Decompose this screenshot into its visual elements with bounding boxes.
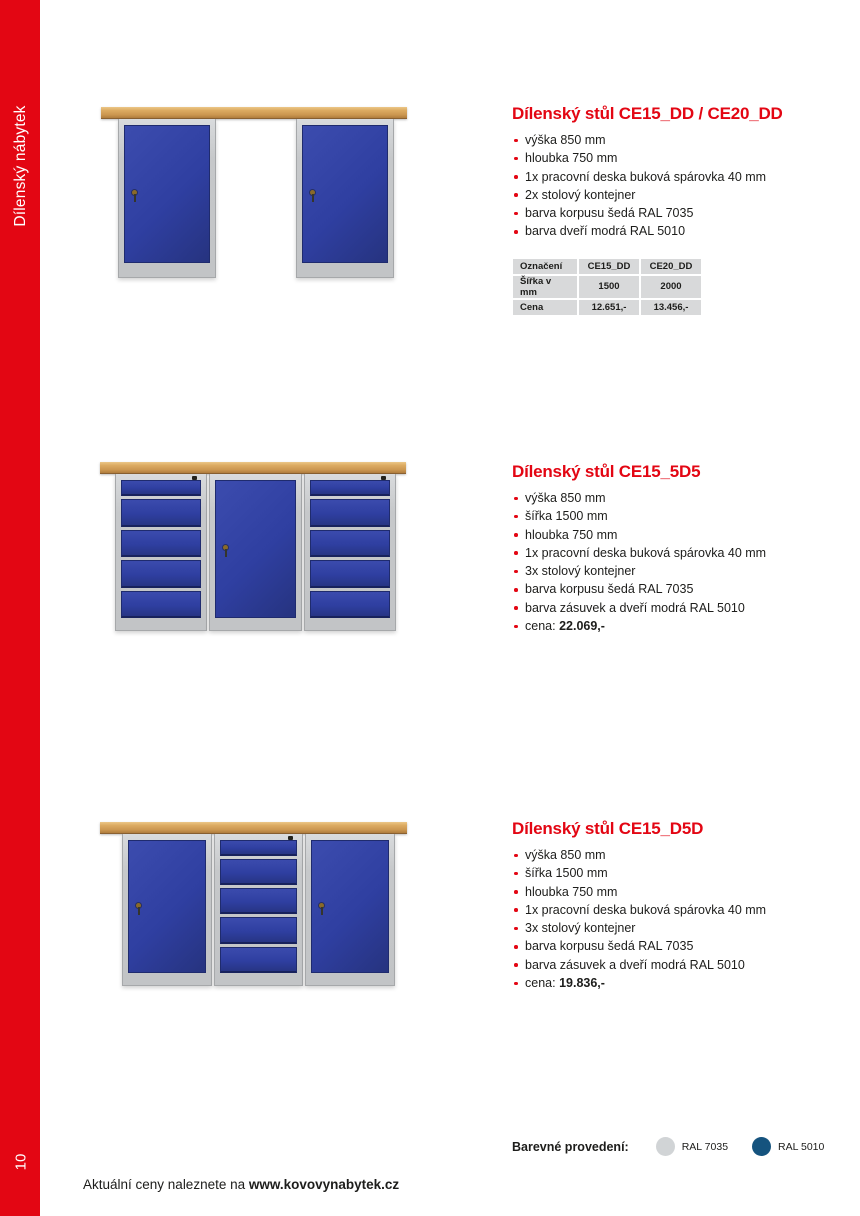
spec-item	[512, 901, 847, 919]
spec-text: barva korpusu šedá RAL 7035	[525, 206, 694, 221]
drawer-unit	[304, 474, 396, 631]
spec-item	[512, 580, 847, 598]
cabinet-row	[115, 474, 396, 631]
color-legend	[512, 1137, 847, 1156]
spec-text: 1x pracovní deska buková spárovka 40 mm	[525, 169, 767, 184]
spec-text: šířka 1500 mm	[525, 509, 608, 524]
spec-item	[512, 846, 847, 864]
drawer-stack	[220, 840, 298, 973]
spec-text: hloubka 750 mm	[525, 151, 618, 166]
drawer-stack	[310, 480, 390, 618]
keyhole-icon	[136, 903, 141, 908]
table-cell: Šířka v mm	[513, 276, 577, 298]
drawer-front	[121, 530, 201, 557]
drawer-front	[220, 840, 298, 856]
spec-text: barva korpusu šedá RAL 7035	[525, 939, 694, 954]
cabinet-row	[118, 119, 394, 278]
table-row	[513, 300, 701, 315]
table-cell: Cena	[513, 300, 577, 315]
spec-item	[512, 489, 847, 507]
drawer-front	[310, 499, 390, 526]
spec-item	[512, 149, 847, 167]
spec-item	[512, 168, 847, 186]
spec-list	[512, 489, 847, 635]
table-header-cell: CE15_DD	[579, 259, 639, 274]
spec-text: barva zásuvek a dveří modrá RAL 5010	[525, 957, 745, 972]
spec-item	[512, 222, 847, 240]
drawer-front	[121, 499, 201, 526]
drawer-front	[121, 480, 201, 496]
spec-text: barva dveří modrá RAL 5010	[525, 224, 686, 239]
keyhole-icon	[319, 903, 324, 908]
product-info	[512, 461, 847, 635]
spec-item	[512, 599, 847, 617]
product-title: Dílenský stůl CE15_DD / CE20_DD	[512, 104, 783, 123]
swatch-ral-5010	[752, 1137, 824, 1156]
product-title: Dílenský stůl CE15_5D5	[512, 462, 701, 481]
drawer-front	[310, 591, 390, 618]
spec-item	[512, 186, 847, 204]
swatch-ral-7035	[656, 1137, 728, 1156]
spec-text: výška 850 mm	[525, 848, 606, 862]
spec-item	[512, 562, 847, 580]
keyhole-icon	[223, 545, 228, 550]
drawer-front	[310, 480, 390, 496]
table-header-cell: CE20_DD	[641, 259, 701, 274]
spec-list	[512, 846, 847, 992]
cabinet-door-unit	[296, 119, 394, 278]
spec-item	[512, 544, 847, 562]
drawer-front	[220, 917, 298, 943]
spec-text: barva korpusu šedá RAL 7035	[525, 582, 694, 597]
drawer-front	[220, 888, 298, 914]
table-header-cell: Označení	[513, 259, 577, 274]
spec-text: 1x pracovní deska buková spárovka 40 mm	[525, 902, 767, 917]
product-title: Dílenský stůl CE15_D5D	[512, 819, 704, 838]
bench-gap	[216, 119, 296, 278]
spec-item	[512, 937, 847, 955]
table-cell: 2000	[641, 276, 701, 298]
ral-5010-color-icon	[752, 1137, 771, 1156]
spec-text: barva zásuvek a dveří modrá RAL 5010	[525, 600, 745, 615]
spec-text: 1x pracovní deska buková spárovka 40 mm	[525, 545, 767, 560]
price-table	[511, 257, 703, 317]
drawer-front	[121, 560, 201, 587]
cabinet-door-unit	[209, 474, 301, 631]
table-cell: 12.651,-	[579, 300, 639, 315]
spec-item	[512, 883, 847, 901]
swatch-label: RAL 7035	[681, 1140, 729, 1153]
spec-text: výška 850 mm	[525, 491, 606, 505]
cabinet-door	[311, 840, 389, 973]
spec-text: hloubka 750 mm	[525, 527, 618, 542]
table-row	[513, 276, 701, 298]
spec-text: cena:	[525, 619, 560, 634]
spec-item	[512, 507, 847, 525]
worktop-wood	[100, 822, 407, 834]
cabinet-door-unit	[122, 834, 212, 986]
worktop-wood	[101, 107, 407, 119]
sidebar-category-label: Dílenský nábytek	[12, 105, 29, 227]
drawer-unit	[214, 834, 304, 986]
cabinet-door-unit	[305, 834, 395, 986]
spec-text: 2x stolový kontejner	[525, 187, 636, 202]
drawer-front	[220, 947, 298, 973]
table-row	[513, 259, 701, 274]
product-image	[100, 822, 407, 986]
keyhole-icon	[310, 190, 315, 195]
cabinet-row	[122, 834, 395, 986]
spec-item	[512, 617, 847, 635]
drawer-unit	[115, 474, 207, 631]
spec-item	[512, 526, 847, 544]
spec-item	[512, 919, 847, 937]
cabinet-door	[215, 480, 295, 618]
spec-text: 3x stolový kontejner	[525, 564, 636, 579]
cabinet-door	[124, 125, 210, 263]
product-info	[512, 103, 847, 317]
page-number: 10	[12, 1153, 30, 1171]
drawer-front	[310, 560, 390, 587]
footer-website-link[interactable]: www.kovovynabytek.cz	[248, 1177, 400, 1192]
spec-text: hloubka 750 mm	[525, 884, 618, 899]
product-info	[512, 818, 847, 992]
worktop-wood	[100, 462, 406, 474]
drawer-front	[220, 859, 298, 885]
cabinet-door	[128, 840, 206, 973]
spec-item	[512, 204, 847, 222]
spec-item	[512, 956, 847, 974]
table-cell: 13.456,-	[641, 300, 701, 315]
spec-text: cena:	[525, 976, 560, 991]
product-image	[100, 462, 406, 631]
spec-text: výška 850 mm	[525, 133, 606, 147]
swatch-label: RAL 5010	[778, 1140, 825, 1153]
product-image	[101, 107, 407, 278]
keyhole-icon	[132, 190, 137, 195]
footer-note	[83, 1177, 399, 1192]
spec-item	[512, 131, 847, 149]
spec-item	[512, 864, 847, 882]
spec-item	[512, 974, 847, 992]
cabinet-door-unit	[118, 119, 216, 278]
spec-text: 3x stolový kontejner	[525, 921, 636, 936]
table-cell: 1500	[579, 276, 639, 298]
cabinet-door	[302, 125, 388, 263]
color-legend-label: Barevné provedení:	[512, 1139, 629, 1154]
spec-price: 19.836,-	[559, 976, 605, 991]
footer-note-text: Aktuální ceny naleznete na	[83, 1177, 249, 1192]
drawer-front	[310, 530, 390, 557]
spec-price: 22.069,-	[559, 619, 605, 634]
spec-list	[512, 131, 847, 241]
drawer-front	[121, 591, 201, 618]
spec-text: šířka 1500 mm	[525, 866, 608, 881]
sidebar	[0, 0, 40, 1216]
ral-7035-color-icon	[656, 1137, 675, 1156]
drawer-stack	[121, 480, 201, 618]
